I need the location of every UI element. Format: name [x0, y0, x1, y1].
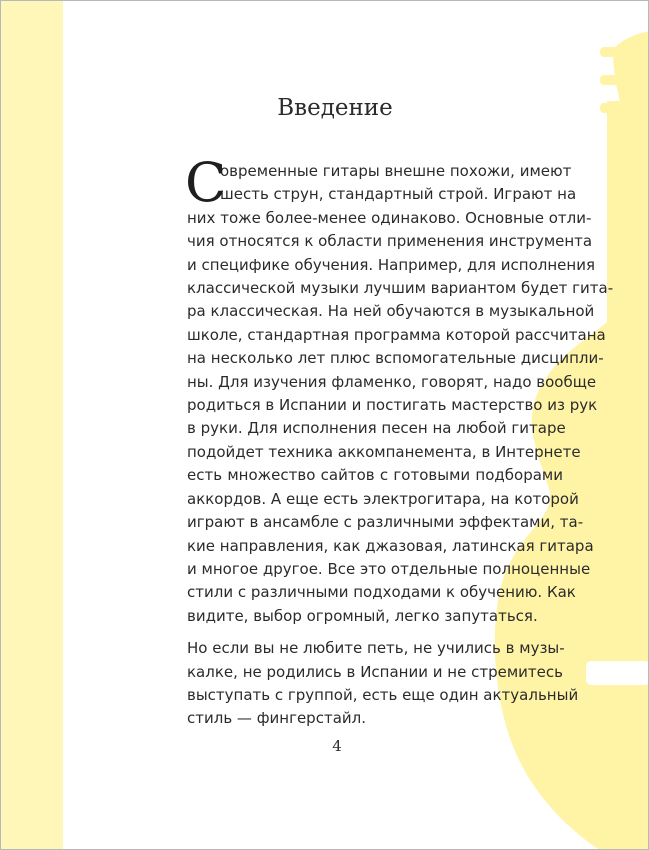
- text-line: Но если вы не любите петь, не учились в музы-: [187, 639, 565, 658]
- text-line: в руки. Для исполнения песен на любой гитаре: [187, 419, 566, 438]
- body-text: [185, 151, 614, 731]
- text-line: овременные гитары внешне похожи, имеют: [220, 162, 572, 180]
- text-line: кие направления, как джазовая, латинская гитара: [187, 536, 594, 555]
- text-line: видите, выбор огромный, легко запутаться.: [187, 606, 538, 625]
- text-line: ра классическая. На ней обучаются в музыкальной: [187, 302, 595, 321]
- text-line: классической музыки лучшим вариантом будет гита-: [187, 279, 614, 298]
- text-line: подойдет техника аккомпанемента, в Интернете: [187, 442, 581, 461]
- text-line: шесть струн, стандартный строй. Играют на: [220, 185, 577, 204]
- text-line: есть множество сайтов с готовыми подборами: [187, 466, 563, 485]
- text-line: ны. Для изучения фламенко, говорят, надо вообще: [187, 372, 597, 391]
- text-line: играют в ансамбле с различными эффектами, та-: [187, 513, 584, 532]
- drop-cap: С: [185, 151, 227, 214]
- text-line: и многое другое. Все это отдельные полноценные: [187, 559, 591, 578]
- paragraph-1: [185, 151, 614, 628]
- paragraph-2: [187, 637, 579, 731]
- text-line: выступать с группой, есть еще один актуальный: [187, 685, 579, 704]
- text-line: родиться в Испании и постигать мастерство из рук: [187, 396, 598, 415]
- text-line: калке, не родились в Испании и не стремитесь: [187, 662, 563, 681]
- text-line: и специфике обучения. Например, для исполнения: [187, 255, 595, 274]
- text-line: школе, стандартная программа которой рассчитана: [187, 325, 606, 344]
- page-title: Введение: [277, 95, 393, 121]
- text-line: них тоже более-менее одинаково. Основные отли-: [187, 208, 592, 227]
- text-line: стили с различными подходами к обучению. Как: [187, 583, 576, 602]
- page-number: 4: [332, 737, 342, 755]
- text-line: на несколько лет плюс вспомогательные дисципли-: [187, 349, 604, 368]
- text-line: аккордов. А еще есть электрогитара, на которой: [187, 489, 579, 508]
- text-line: чия относятся к области применения инструмента: [187, 232, 593, 251]
- text-line: стиль — фингерстайл.: [187, 709, 366, 728]
